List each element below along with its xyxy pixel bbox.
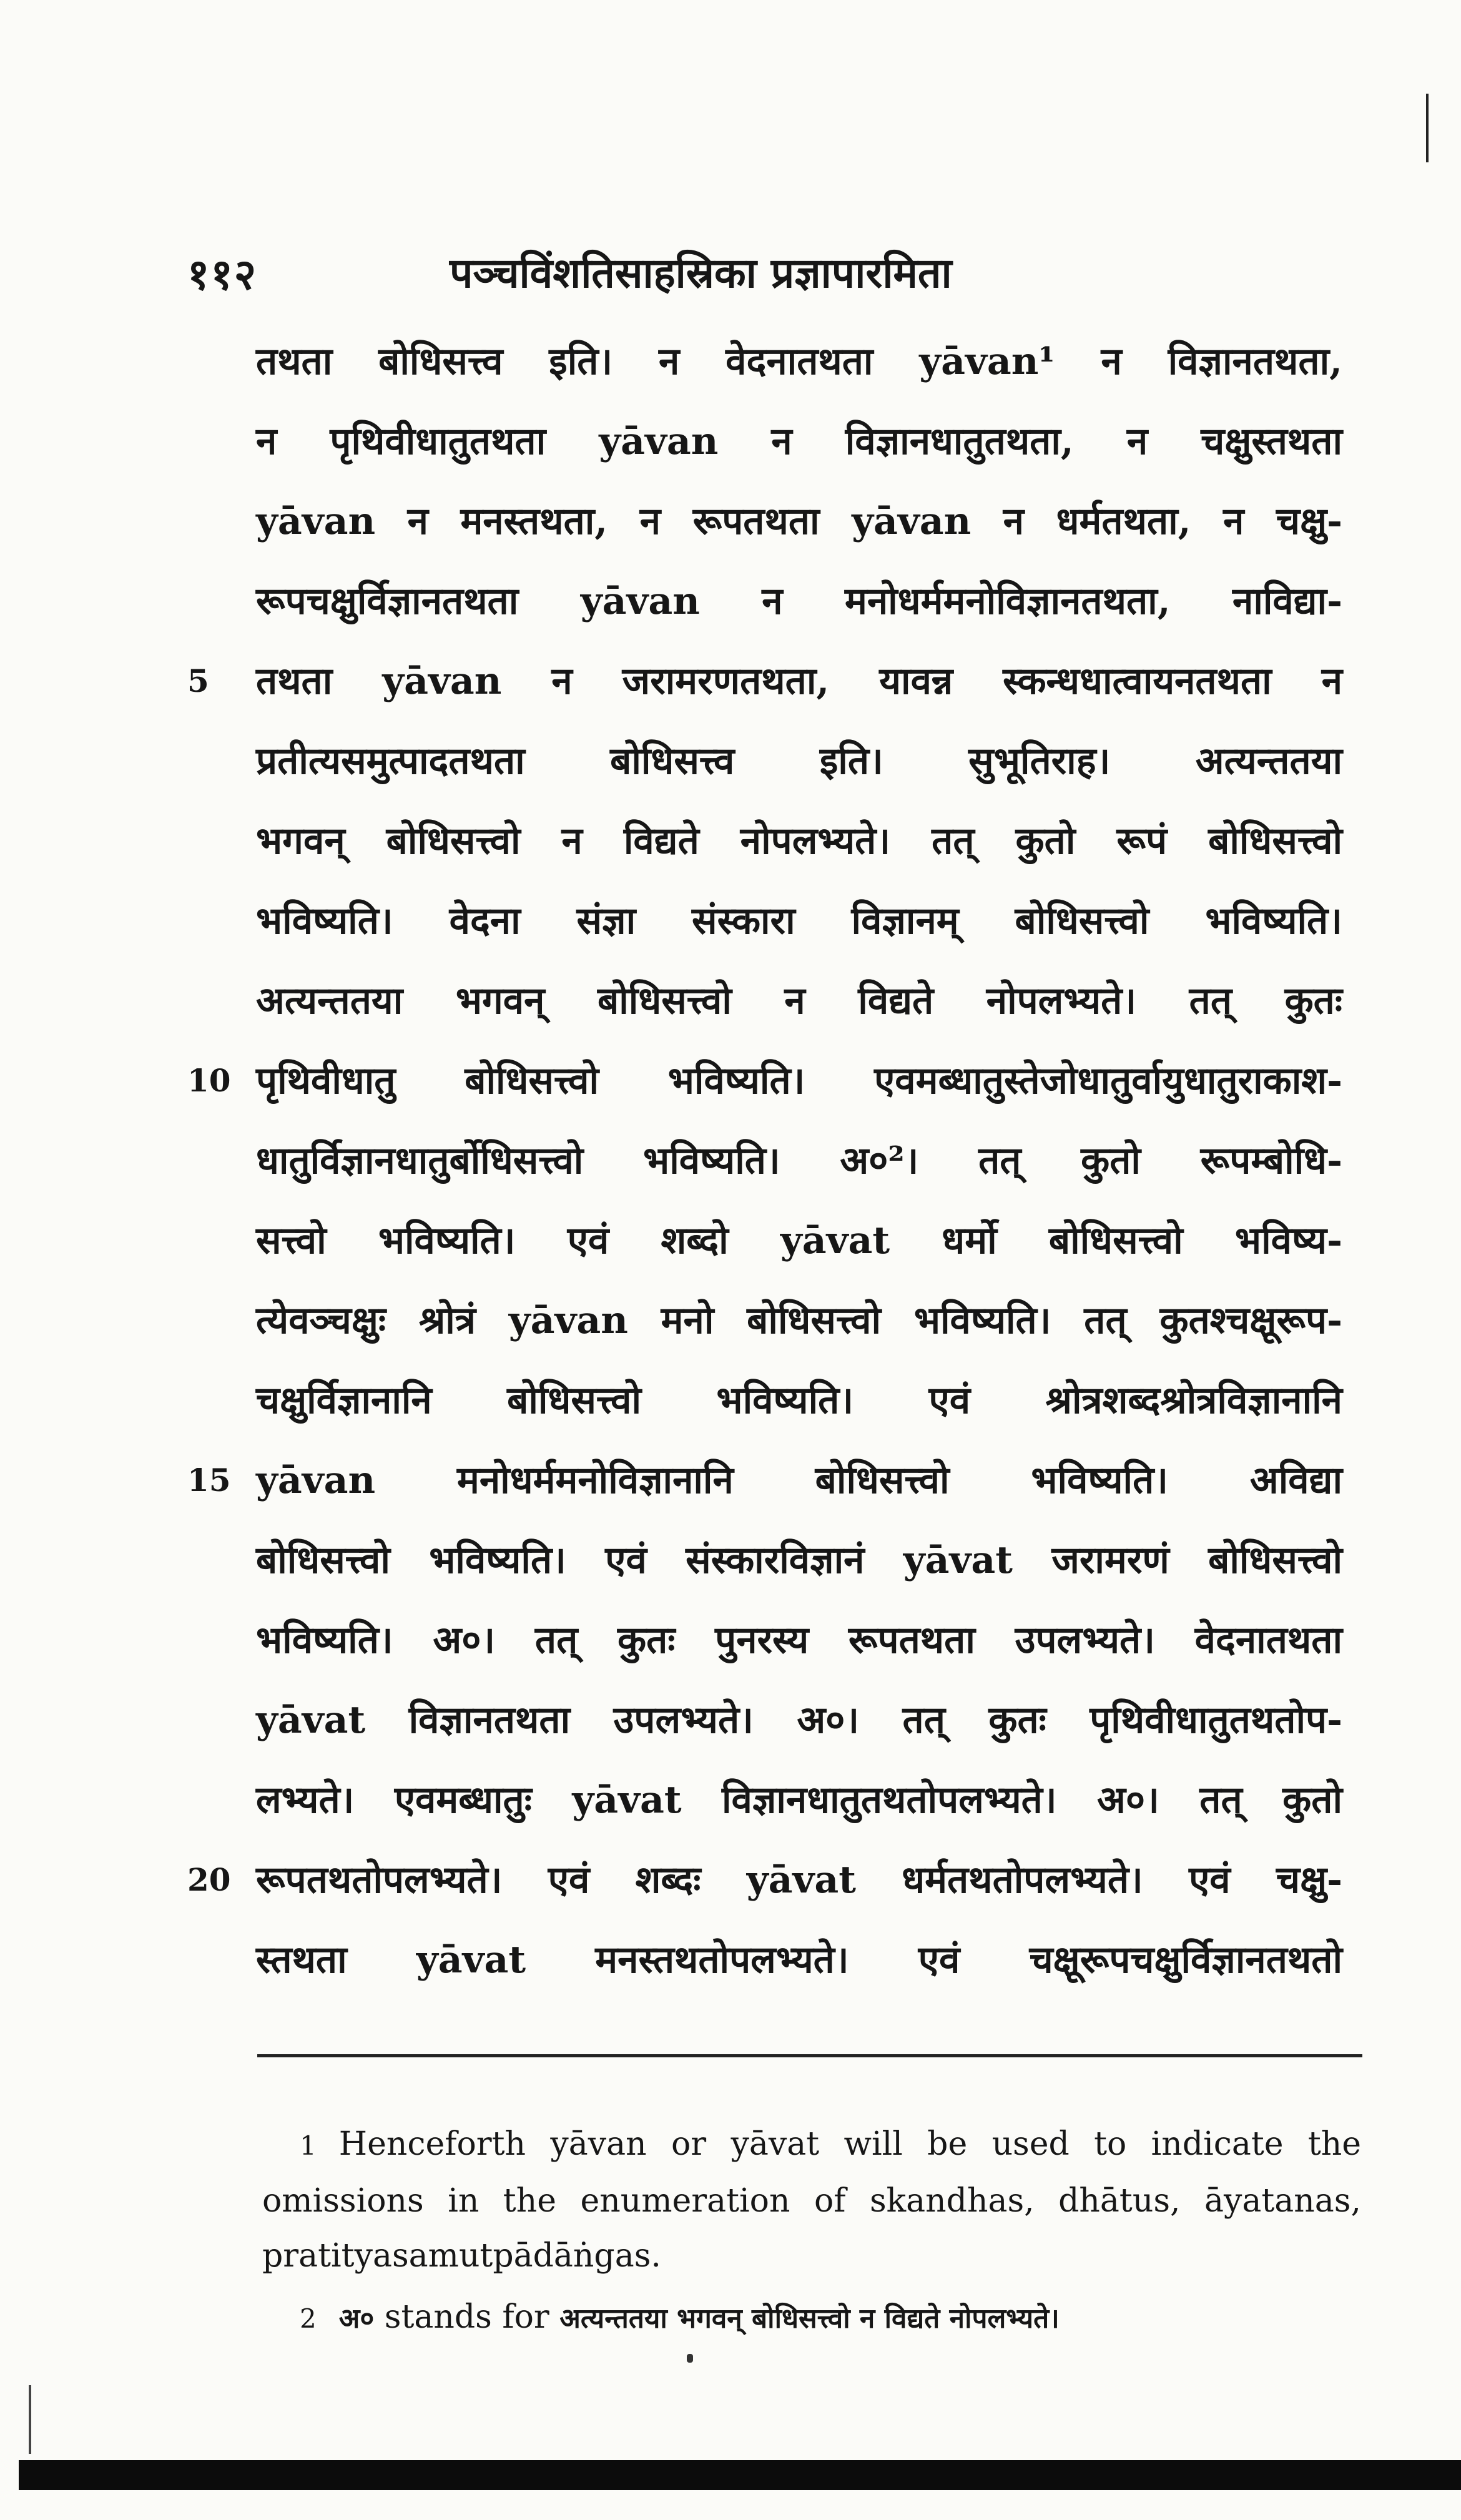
text-line (187, 1213, 1361, 1293)
line-text: बोधिसत्त्वो भविष्यति। एवं संस्कारविज्ञानं yāvat जरामरणं बोधिसत्त्वो (256, 1538, 1342, 1582)
line-text: yāvan मनोधर्ममनोविज्ञानानि बोधिसत्त्वो भविष्यति। अविद्या (256, 1459, 1342, 1502)
line-text: स्तथता yāvat मनस्तथतोपलभ्यते। एवं चक्षूरूपचक्षुर्विज्ञानतथतो (256, 1938, 1342, 1982)
line-text: त्येवञ्चक्षुः श्रोत्रं yāvan मनो बोधिसत्त्वो भविष्यति। तत् कुतश्चक्षूरूप- (256, 1299, 1342, 1342)
text-line (187, 1613, 1361, 1693)
text-line (187, 814, 1361, 893)
body-text (187, 334, 1361, 2012)
line-text: सत्त्वो भविष्यति। एवं शब्दो yāvat धर्मो बोधिसत्त्वो भविष्य- (256, 1219, 1342, 1262)
line-number: 15 (187, 1462, 231, 1499)
footnote-2-number: 2 (300, 2303, 317, 2334)
text-line (187, 654, 1361, 734)
footnote-1-line-1: 1 Henceforth yāvan or yāvat will be used to indicate the (262, 2117, 1361, 2173)
text-line (187, 1053, 1361, 1133)
text-line (187, 1453, 1361, 1533)
print-speck (687, 2354, 693, 2363)
line-text: लभ्यते। एवमब्धातुः yāvat विज्ञानधातुतथतोपलभ्यते। अ०। तत् कुतो (256, 1778, 1342, 1822)
line-text: न पृथिवीधातुतथता yāvan न विज्ञानधातुतथता, न चक्षुस्तथता (256, 420, 1342, 463)
text-line (187, 1133, 1361, 1213)
footnote-2-text: stands for (384, 2298, 549, 2336)
text-line (187, 1293, 1361, 1373)
scan-bottom-border (19, 2460, 1461, 2490)
text-line (187, 1853, 1361, 1932)
text-line (187, 1773, 1361, 1853)
footnote-1-line-2: omissions in the enumeration of skandhas, dhātus, āyatanas, (262, 2182, 1361, 2220)
running-title: पञ्चविंशतिसाहस्रिका प्रज्ञापारमिता (450, 249, 952, 297)
line-text: yāvat विज्ञानतथता उपलभ्यते। अ०। तत् कुतः पृथिवीधातुतथतोप- (256, 1698, 1342, 1742)
footnote-1-number: 1 (300, 2130, 317, 2161)
line-number: 5 (187, 662, 209, 699)
page-edge-mark (1426, 94, 1429, 162)
line-text: तथता बोधिसत्त्व इति। न वेदनातथता yāvan¹ न विज्ञानतथता, (256, 340, 1342, 383)
page-edge-mark-left (29, 2385, 31, 2454)
line-text: अत्यन्ततया भगवन् बोधिसत्त्वो न विद्यते नोपलभ्यते। तत् कुतः (256, 979, 1342, 1023)
text-line (187, 1693, 1361, 1773)
text-line (187, 1373, 1361, 1453)
line-text: धातुर्विज्ञानधातुर्बोधिसत्त्वो भविष्यति। अ०²। तत् कुतो रूपम्बोधि- (256, 1139, 1342, 1183)
line-text: भविष्यति। वेदना संज्ञा संस्कारा विज्ञानम् बोधिसत्त्वो भविष्यति। (256, 899, 1342, 943)
line-text: yāvan न मनस्तथता, न रूपतथता yāvan न धर्मतथता, न चक्षु- (256, 500, 1342, 543)
page-header (187, 244, 1361, 306)
page-number: ११२ (187, 250, 258, 300)
text-line (187, 973, 1361, 1053)
footnote-2-abbrev: अ० (338, 2303, 375, 2335)
line-text: भगवन् बोधिसत्त्वो न विद्यते नोपलभ्यते। तत् कुतो रूपं बोधिसत्त्वो (256, 819, 1342, 863)
text-line (187, 1533, 1361, 1613)
line-text: रूपतथतोपलभ्यते। एवं शब्दः yāvat धर्मतथतोपलभ्यते। एवं चक्षु- (256, 1858, 1342, 1902)
footnote-2-expansion: अत्यन्ततया भगवन् बोधिसत्त्वो न विद्यते नोपलभ्यते। (559, 2303, 1060, 2335)
line-text: प्रतीत्यसमुत्पादतथता बोधिसत्त्व इति। सुभूतिराह। अत्यन्ततया (256, 739, 1342, 783)
footnotes (262, 2117, 1361, 2346)
line-text: पृथिवीधातु बोधिसत्त्वो भविष्यति। एवमब्धातुस्तेजोधातुर्वायुधातुराकाश- (256, 1059, 1342, 1103)
text-line (187, 414, 1361, 494)
text-line (187, 893, 1361, 973)
footnote-1-line-3: pratityasamutpādāṅgas. (262, 2237, 661, 2275)
text-line (187, 574, 1361, 654)
footnote-rule (257, 2054, 1362, 2057)
text-line (187, 334, 1361, 414)
line-number: 20 (187, 1861, 231, 1898)
text-line (187, 734, 1361, 814)
line-number: 10 (187, 1062, 231, 1099)
line-text: भविष्यति। अ०। तत् कुतः पुनरस्य रूपतथता उपलभ्यते। वेदनातथता (256, 1618, 1342, 1662)
line-text: तथता yāvan न जरामरणतथता, यावन्न स्कन्धधात्वायनतथता न (256, 659, 1342, 703)
line-text: रूपचक्षुर्विज्ञानतथता yāvan न मनोधर्ममनोविज्ञानतथता, नाविद्या- (256, 579, 1342, 623)
footnote-2 (262, 2290, 1361, 2346)
text-line (187, 1932, 1361, 2012)
text-line (187, 494, 1361, 574)
line-text: चक्षुर्विज्ञानानि बोधिसत्त्वो भविष्यति। एवं श्रोत्रशब्दश्रोत्रविज्ञानानि (256, 1379, 1342, 1422)
